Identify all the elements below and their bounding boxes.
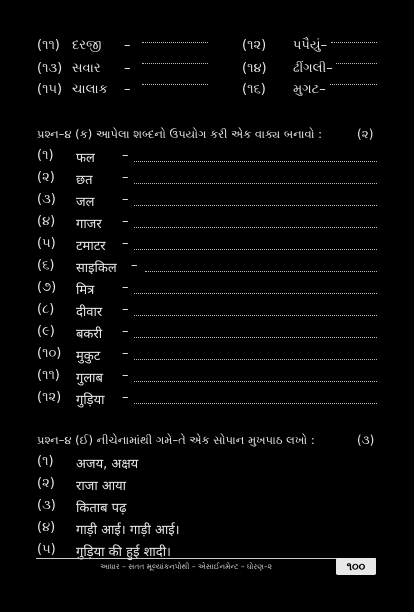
- item-number: (૬): [37, 258, 55, 273]
- item-word: ઢીંગલી–: [293, 61, 333, 76]
- item-word: मुकुट: [76, 349, 101, 364]
- recitation-text: किताब पढ़: [76, 501, 127, 516]
- item-dash: –: [122, 280, 129, 295]
- item-number: (૧૪): [242, 61, 267, 76]
- item-number: (૨): [37, 170, 55, 185]
- item-number: (૧૬): [242, 82, 266, 97]
- item-word: टमाटर: [76, 239, 106, 254]
- item-dash: –: [122, 368, 129, 383]
- answer-line: [134, 227, 377, 228]
- item-dash: –: [122, 324, 129, 339]
- item-number: (૩): [37, 192, 56, 207]
- answer-line: [330, 84, 377, 85]
- answer-line: [142, 84, 208, 85]
- item-number: (૨): [37, 476, 55, 491]
- answer-line: [134, 337, 377, 338]
- section-marks: (૨): [357, 127, 374, 141]
- item-number: (૪): [37, 214, 56, 229]
- answer-line: [134, 293, 377, 294]
- item-word: साइकिल: [76, 261, 117, 276]
- answer-line: [134, 249, 377, 250]
- answer-line: [134, 205, 377, 206]
- item-word: गुलाब: [76, 371, 103, 386]
- recitation-text: अजय, अक्षय: [76, 457, 139, 472]
- item-word: बकरी: [76, 327, 103, 342]
- item-number: (૫): [37, 542, 56, 557]
- item-dash: –: [124, 82, 131, 97]
- item-dash: –: [124, 38, 131, 53]
- answer-line: [336, 63, 377, 64]
- footer-text: આધાર – સતત મૂલ્યાંકનપોથી – એસાઈનમેન્ટ – ધોરણ–૨: [100, 562, 272, 571]
- answer-line: [134, 381, 377, 382]
- item-word: गाजर: [76, 217, 102, 232]
- item-dash: –: [131, 258, 138, 273]
- item-word: ચાલાક: [72, 82, 108, 97]
- answer-line: [134, 403, 377, 404]
- item-number: (૧): [37, 454, 54, 469]
- answer-line: [134, 315, 377, 316]
- section-heading: પ્રશ્ન–૪ (ઈ) નીચેનામાંથી ગમે–તે એક સોપાન મુખપાઠ લખો :: [37, 433, 315, 447]
- recitation-text: राजा आया: [76, 479, 127, 494]
- item-dash: –: [122, 192, 129, 207]
- item-number: (૧૫): [37, 82, 63, 97]
- item-dash: –: [122, 148, 129, 163]
- recitation-text: गुड़िया की हुई शादी।: [76, 545, 171, 560]
- answer-line: [134, 161, 377, 162]
- recitation-text: गाड़ी आई। गाड़ी आई।: [76, 523, 180, 538]
- item-word: दीवार: [76, 305, 103, 320]
- item-word: मित्र: [76, 283, 95, 298]
- answer-line: [134, 359, 377, 360]
- item-word: गुड़िया: [76, 393, 105, 408]
- item-word: સવાર: [72, 61, 101, 76]
- item-dash: –: [122, 170, 129, 185]
- item-number: (૧૩): [37, 61, 63, 76]
- item-number: (૪): [37, 520, 56, 535]
- item-word: પપૈયું–: [293, 38, 328, 53]
- item-dash: –: [122, 302, 129, 317]
- footer-rule: [36, 558, 376, 559]
- item-number: (૯): [37, 324, 55, 339]
- item-number: (૧): [37, 148, 54, 163]
- answer-line: [145, 271, 377, 272]
- item-word: जल: [76, 195, 95, 210]
- item-number: (૧૦): [37, 346, 62, 361]
- item-dash: –: [124, 61, 131, 76]
- answer-line: [331, 42, 377, 43]
- answer-line: [142, 42, 208, 43]
- item-number: (૩): [37, 498, 56, 513]
- item-number: (૧૨): [37, 390, 62, 405]
- item-word: फल: [76, 151, 95, 166]
- item-word: દરજી: [72, 38, 102, 53]
- item-dash: –: [122, 214, 129, 229]
- answer-line: [142, 63, 208, 64]
- answer-line: [134, 183, 377, 184]
- item-number: (૧૨): [242, 38, 267, 53]
- item-dash: –: [122, 346, 129, 361]
- page-number: ૧૦૦: [336, 558, 376, 575]
- section-marks: (૩): [357, 433, 375, 447]
- item-word: મુગટ–: [293, 82, 326, 97]
- item-number: (૮): [37, 302, 55, 317]
- item-number: (૧૧): [37, 368, 60, 383]
- item-word: छत: [76, 173, 93, 188]
- section-heading: પ્રશ્ન–૪ (ક) આપેલા શબ્દનો ઉપયોગ કરી એક વાક્ય બનાવો :: [37, 127, 323, 141]
- item-number: (૧૧): [37, 38, 60, 53]
- item-number: (૭): [37, 280, 57, 295]
- item-number: (૫): [37, 236, 56, 251]
- item-dash: –: [122, 390, 129, 405]
- item-dash: –: [122, 236, 129, 251]
